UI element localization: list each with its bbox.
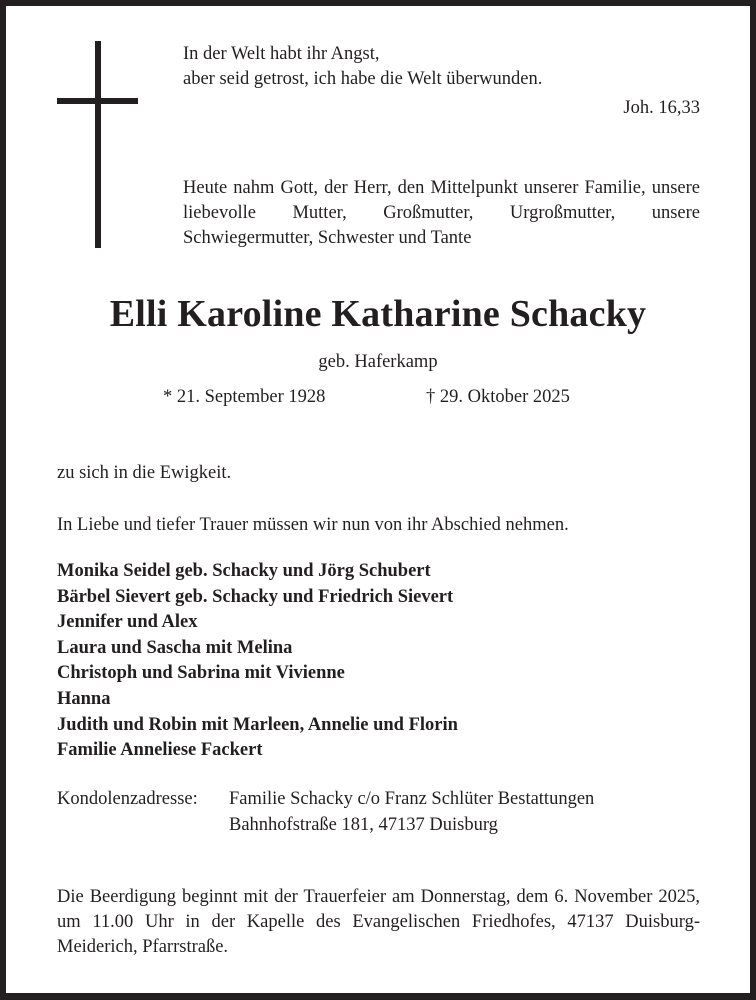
quote-line: In der Welt habt ihr Angst, xyxy=(183,44,380,64)
death-date: † 29. Oktober 2025 xyxy=(426,387,570,407)
intro-text: Heute nahm Gott, der Herr, den Mittelpunkt unserer Familie, unsere liebevolle Mutter, Großmutter, Urgroßmutter, unsere Schwiegermutter, Schwester und Tante xyxy=(183,178,700,248)
bible-quote xyxy=(183,42,542,92)
mourner-entry: Bärbel Sievert geb. Schacky und Friedrich Sievert xyxy=(57,586,454,607)
eternity-line: zu sich in die Ewigkeit. xyxy=(57,463,232,483)
mourner-entry: Christoph und Sabrina mit Vivienne xyxy=(57,663,345,684)
deceased-name: Elli Karoline Katharine Schacky xyxy=(109,293,647,335)
birth-name: geb. Haferkamp xyxy=(318,352,438,372)
obituary-page xyxy=(6,6,750,993)
mourner-entry: Laura und Sascha mit Melina xyxy=(57,637,293,658)
mourner-entry: Hanna xyxy=(57,688,111,709)
birth-date: * 21. September 1928 xyxy=(163,387,326,407)
condolence-address-line2: Bahnhofstraße 181, 47137 Duisburg xyxy=(229,815,498,835)
condolence-label: Kondolenzadresse: xyxy=(57,789,198,809)
mourners-list xyxy=(57,559,458,764)
quote-line: aber seid getrost, ich habe die Welt überwunden. xyxy=(183,69,543,89)
mourner-entry: Familie Anneliese Fackert xyxy=(57,740,263,761)
cross-vertical-bar xyxy=(95,41,101,248)
farewell-line: In Liebe und tiefer Trauer müssen wir nun von ihr Abschied nehmen. xyxy=(57,515,569,535)
mourner-entry: Jennifer und Alex xyxy=(57,612,198,633)
mourner-entry: Monika Seidel geb. Schacky und Jörg Schubert xyxy=(57,561,431,581)
funeral-details: Die Beerdigung beginnt mit der Trauerfeier am Donnerstag, dem 6. November 2025, um 11.00 Uhr in der Kapelle des Evangelischen Friedhofes, 47137 Duisburg-Meiderich, Pfarrstraße. xyxy=(57,887,700,957)
mourner-entry: Judith und Robin mit Marleen, Annelie und Florin xyxy=(57,714,458,735)
condolence-address-line1: Familie Schacky c/o Franz Schlüter Bestattungen xyxy=(229,789,595,809)
quote-reference: Joh. 16,33 xyxy=(623,98,700,118)
cross-horizontal-bar xyxy=(57,98,138,104)
